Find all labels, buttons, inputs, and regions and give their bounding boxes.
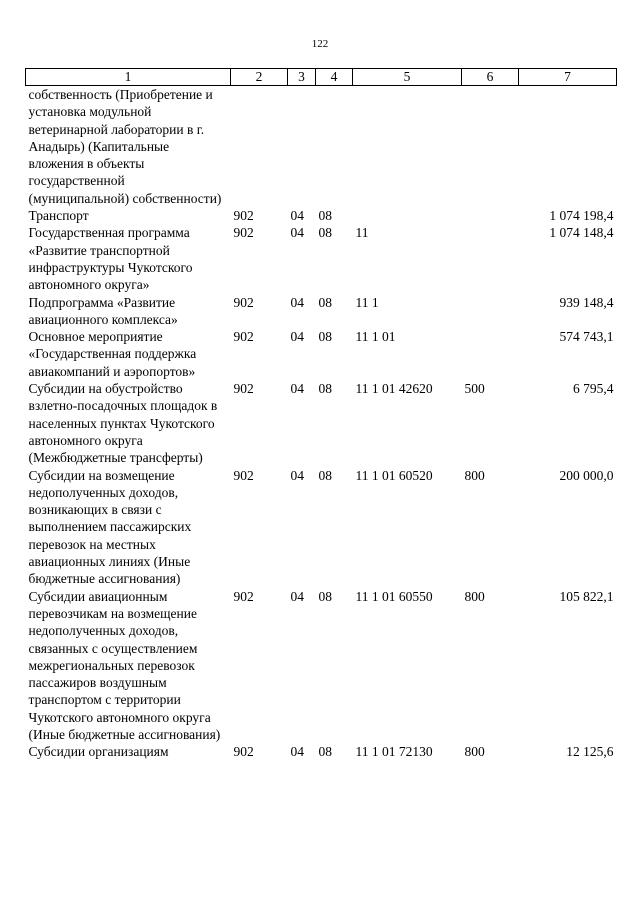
- row-target-code: 11 1 01 60520: [355, 467, 433, 483]
- row-section-code: 04: [290, 467, 304, 483]
- header-col-5: 5: [353, 69, 462, 86]
- row-section-code: 04: [290, 329, 304, 345]
- row-amount: 1 074 148,4: [549, 225, 614, 241]
- row-target-code: [353, 207, 462, 224]
- row-subsection-code: [316, 86, 353, 208]
- row-amount: [519, 86, 617, 208]
- row-ministry-code: 902: [233, 225, 254, 241]
- row-target-code: 11 1 01 42620: [355, 381, 433, 397]
- row-ministry-code: 902: [233, 744, 254, 760]
- row-target-code: 11 1 01: [355, 329, 396, 345]
- row-expense-type: 800: [464, 744, 485, 760]
- table-header: [26, 69, 617, 86]
- row-subsection-code: 08: [318, 208, 332, 224]
- page-number: 122: [311, 38, 329, 50]
- header-col-3: 3: [288, 69, 316, 86]
- row-expense-type: [462, 294, 519, 329]
- row-subsection-code: 08: [318, 225, 332, 241]
- header-col-7: 7: [519, 69, 617, 86]
- row-target-code: [353, 86, 462, 208]
- row-ministry-code: 902: [233, 208, 254, 224]
- table-row: [26, 467, 617, 588]
- row-section-code: 04: [290, 294, 304, 310]
- row-amount: 939 148,4: [559, 294, 614, 310]
- row-name: Подпрограмма «Развитие авиационного комплекса»: [28, 294, 178, 327]
- row-ministry-code: 902: [233, 381, 254, 397]
- table-row: [26, 294, 617, 329]
- row-target-code: 11 1 01 72130: [355, 744, 433, 760]
- row-expense-type: [462, 224, 519, 293]
- row-name: Транспорт: [28, 208, 89, 224]
- header-col-6: 6: [462, 69, 519, 86]
- row-ministry-code: 902: [233, 329, 254, 345]
- row-expense-type: [462, 86, 519, 208]
- row-expense-type: 800: [464, 467, 485, 483]
- header-col-2: 2: [231, 69, 288, 86]
- row-name: Субсидии авиационным перевозчикам на возмещение недополученных доходов, связанных с осуществлением межрегиональных перевозок пассажиров воздушным транспортом с территории Чукотского автономного округа (Иные бюджетные ассигнования): [28, 588, 221, 742]
- row-expense-type: [462, 207, 519, 224]
- row-name: Основное мероприятие «Государственная поддержка авиакомпаний и аэропортов»: [28, 329, 197, 379]
- row-ministry-code: [231, 86, 288, 208]
- row-expense-type: 800: [464, 588, 485, 604]
- row-section-code: 04: [290, 381, 304, 397]
- row-subsection-code: 08: [318, 294, 332, 310]
- header-row: [26, 69, 617, 86]
- row-name: Субсидии организациям: [28, 744, 169, 760]
- row-subsection-code: 08: [318, 588, 332, 604]
- row-target-code: 11 1: [355, 294, 379, 310]
- table-row: [26, 588, 617, 744]
- row-subsection-code: 08: [318, 329, 332, 345]
- row-amount: 105 822,1: [559, 588, 614, 604]
- row-amount: 6 795,4: [573, 381, 614, 397]
- table-row: [26, 224, 617, 293]
- row-subsection-code: 08: [318, 467, 332, 483]
- row-amount: 1 074 198,4: [549, 208, 614, 224]
- row-expense-type: 500: [464, 381, 485, 397]
- row-target-code: 11 1 01 60550: [355, 588, 433, 604]
- row-name: собственность (Приобретение и установка модульной ветеринарной лаборатории в г. Анадырь) (Капитальные вложения в объекты государственной (муниципальной) собственности): [28, 87, 222, 206]
- row-expense-type: [462, 328, 519, 380]
- row-ministry-code: 902: [233, 588, 254, 604]
- header-col-4: 4: [316, 69, 353, 86]
- table-row: [26, 380, 617, 466]
- row-target-code: 11: [355, 225, 369, 241]
- row-ministry-code: 902: [233, 294, 254, 310]
- row-name: Государственная программа «Развитие транспортной инфраструктуры Чукотского автономного округа»: [28, 225, 193, 293]
- header-col-1: 1: [26, 69, 231, 86]
- row-ministry-code: 902: [233, 467, 254, 483]
- table-row: [26, 86, 617, 208]
- row-section-code: 04: [290, 208, 304, 224]
- row-section-code: 04: [290, 225, 304, 241]
- row-amount: 574 743,1: [559, 329, 614, 345]
- table-row: [26, 328, 617, 380]
- table-body: [26, 86, 617, 761]
- row-name: Субсидии на возмещение недополученных доходов, возникающих в связи с выполнением пассажирских перевозок на местных авиационных линиях (Иные бюджетные ассигнования): [28, 467, 192, 587]
- row-subsection-code: 08: [318, 381, 332, 397]
- table-row: [26, 743, 617, 760]
- row-section-code: 04: [290, 588, 304, 604]
- row-name: Субсидии на обустройство взлетно-посадочных площадок в населенных пунктах Чукотского автономного округа (Межбюджетные трансферты): [28, 381, 218, 466]
- budget-table: [25, 68, 617, 761]
- table-row: [26, 207, 617, 224]
- row-section-code: 04: [290, 744, 304, 760]
- row-section-code: [288, 86, 316, 208]
- row-amount: 200 000,0: [559, 467, 614, 483]
- row-subsection-code: 08: [318, 744, 332, 760]
- row-amount: 12 125,6: [566, 744, 614, 760]
